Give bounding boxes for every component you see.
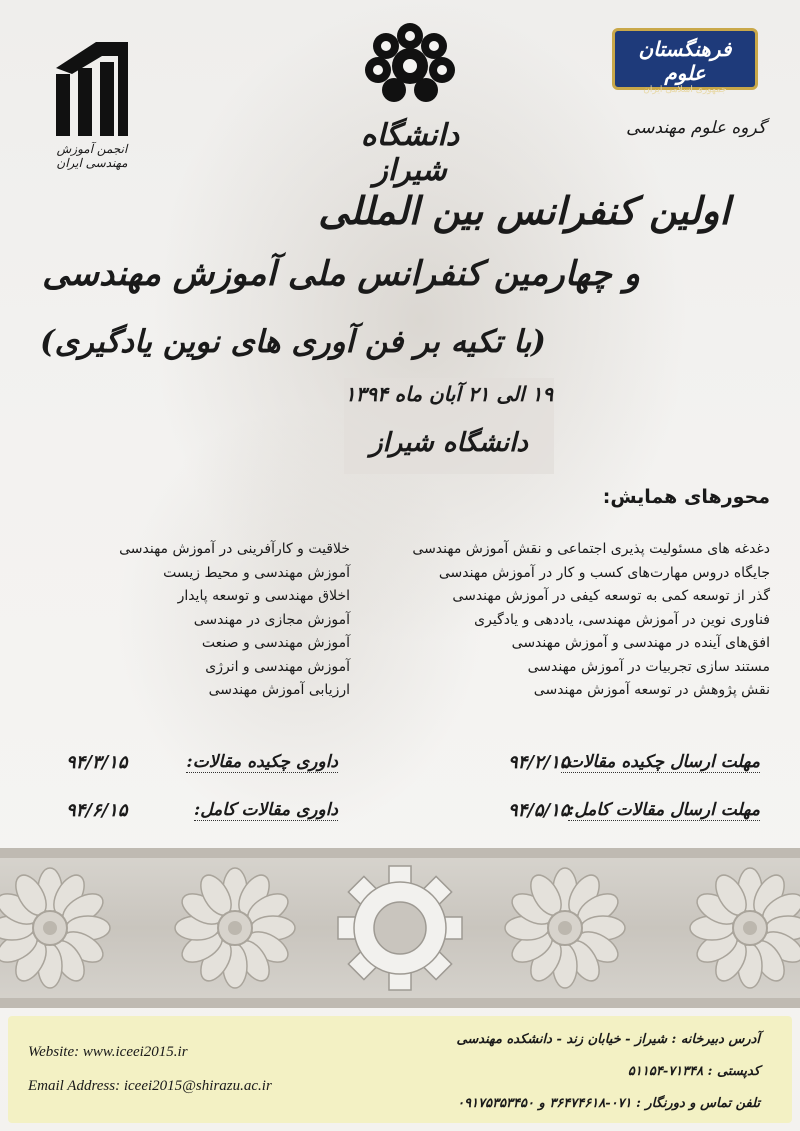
topics-list-left	[60, 538, 350, 703]
topic-item: خلاقیت و کارآفرینی در آموزش مهندسی	[119, 541, 350, 557]
gear-icon	[338, 866, 462, 990]
abstract-review-date: ۹۴/۳/۱۵	[66, 752, 128, 773]
website-link[interactable]: Website: www.iceei2015.ir	[28, 1044, 188, 1060]
abstract-submission-deadline-label: مهلت ارسال چکیده مقالات:	[560, 752, 760, 772]
postal-code: کدپستی : ۷۱۳۴۸-۵۱۱۵۴	[627, 1064, 760, 1079]
engineering-group-label: گروه علوم مهندسی	[626, 118, 766, 138]
conference-venue: دانشگاه شیراز	[370, 428, 528, 458]
flower-emblem-icon	[360, 16, 460, 116]
topics-heading: محورهای همایش:	[602, 486, 770, 508]
full-paper-deadline-label: مهلت ارسال مقالات کامل:	[568, 800, 760, 820]
rosette-frieze-decoration	[0, 848, 800, 1008]
topic-item: افق‌های آینده در مهندسی و آموزش مهندسی	[511, 635, 770, 651]
topic-item: آموزش مهندسی و صنعت	[201, 635, 350, 651]
full-paper-submission-date: ۹۴/۵/۱۵	[508, 800, 570, 821]
topic-item: ارزیابی آموزش مهندسی	[208, 682, 350, 698]
conference-title-line1: اولین کنفرانس بین المللی	[318, 188, 730, 233]
secretariat-address: آدرس دبیرخانه : شیراز - خیابان زند - دانشکده مهندسی	[456, 1032, 760, 1047]
topic-item: آموزش مهندسی و محیط زیست	[163, 564, 350, 581]
conference-title-line2: و چهارمین کنفرانس ملی آموزش مهندسی	[42, 254, 640, 294]
engineering-education-society-logo	[42, 34, 142, 174]
society-logo-caption: انجمن آموزش مهندسی ایران	[56, 142, 128, 170]
contact-phone: تلفن تماس و دورنگار : ۰۷۱-۳۶۴۷۴۶۱۸ و ۰۹۱۷۵۳۵۳۴۵۰	[457, 1096, 760, 1111]
academy-logo-title: فرهنگستان علوم	[638, 37, 732, 85]
topics-list-right	[370, 538, 770, 703]
shiraz-university-logo	[340, 10, 480, 188]
society-emblem-icon	[52, 38, 132, 138]
topic-item: جایگاه دروس مهارت‌های کسب و کار در آموزش مهندسی	[438, 564, 770, 581]
topic-item: مستند سازی تجربیات در آموزش مهندسی	[527, 658, 770, 675]
email-link[interactable]: Email Address: iceei2015@shirazu.ac.ir	[28, 1078, 272, 1094]
topic-item: فناوری نوین در آموزش مهندسی، یاددهی و یادگیری	[474, 611, 770, 628]
full-paper-review-date: ۹۴/۶/۱۵	[66, 800, 128, 821]
topic-item: دغدغه های مسئولیت پذیری اجتماعی و نقش آموزش مهندسی	[412, 541, 770, 557]
topic-item: آموزش مجازی در مهندسی	[193, 611, 350, 628]
rosette-frieze-band	[0, 848, 800, 1008]
abstract-review-label: داوری چکیده مقالات:	[186, 752, 338, 772]
topic-item: آموزش مهندسی و انرژی	[205, 658, 350, 675]
academy-logo-subtitle: جمهوری اسلامی ایران	[643, 85, 727, 95]
topic-item: اخلاق مهندسی و توسعه پایدار	[177, 588, 350, 604]
topic-item: گذر از توسعه کمی به توسعه کیفی در آموزش مهندسی	[452, 588, 770, 604]
conference-date: ۱۹ الی ۲۱ آبان ماه ۱۳۹۴	[344, 382, 554, 406]
conference-subtitle: (با تکیه بر فن آوری های نوین یادگیری)	[40, 324, 546, 360]
abstract-submission-date: ۹۴/۲/۱۵	[508, 752, 570, 773]
academy-of-sciences-logo	[612, 28, 762, 98]
university-logo-caption: دانشگاه شیراز	[360, 118, 460, 188]
full-paper-review-label: داوری مقالات کامل:	[194, 800, 338, 820]
topic-item: نقش پژوهش در توسعه آموزش مهندسی	[533, 682, 770, 698]
